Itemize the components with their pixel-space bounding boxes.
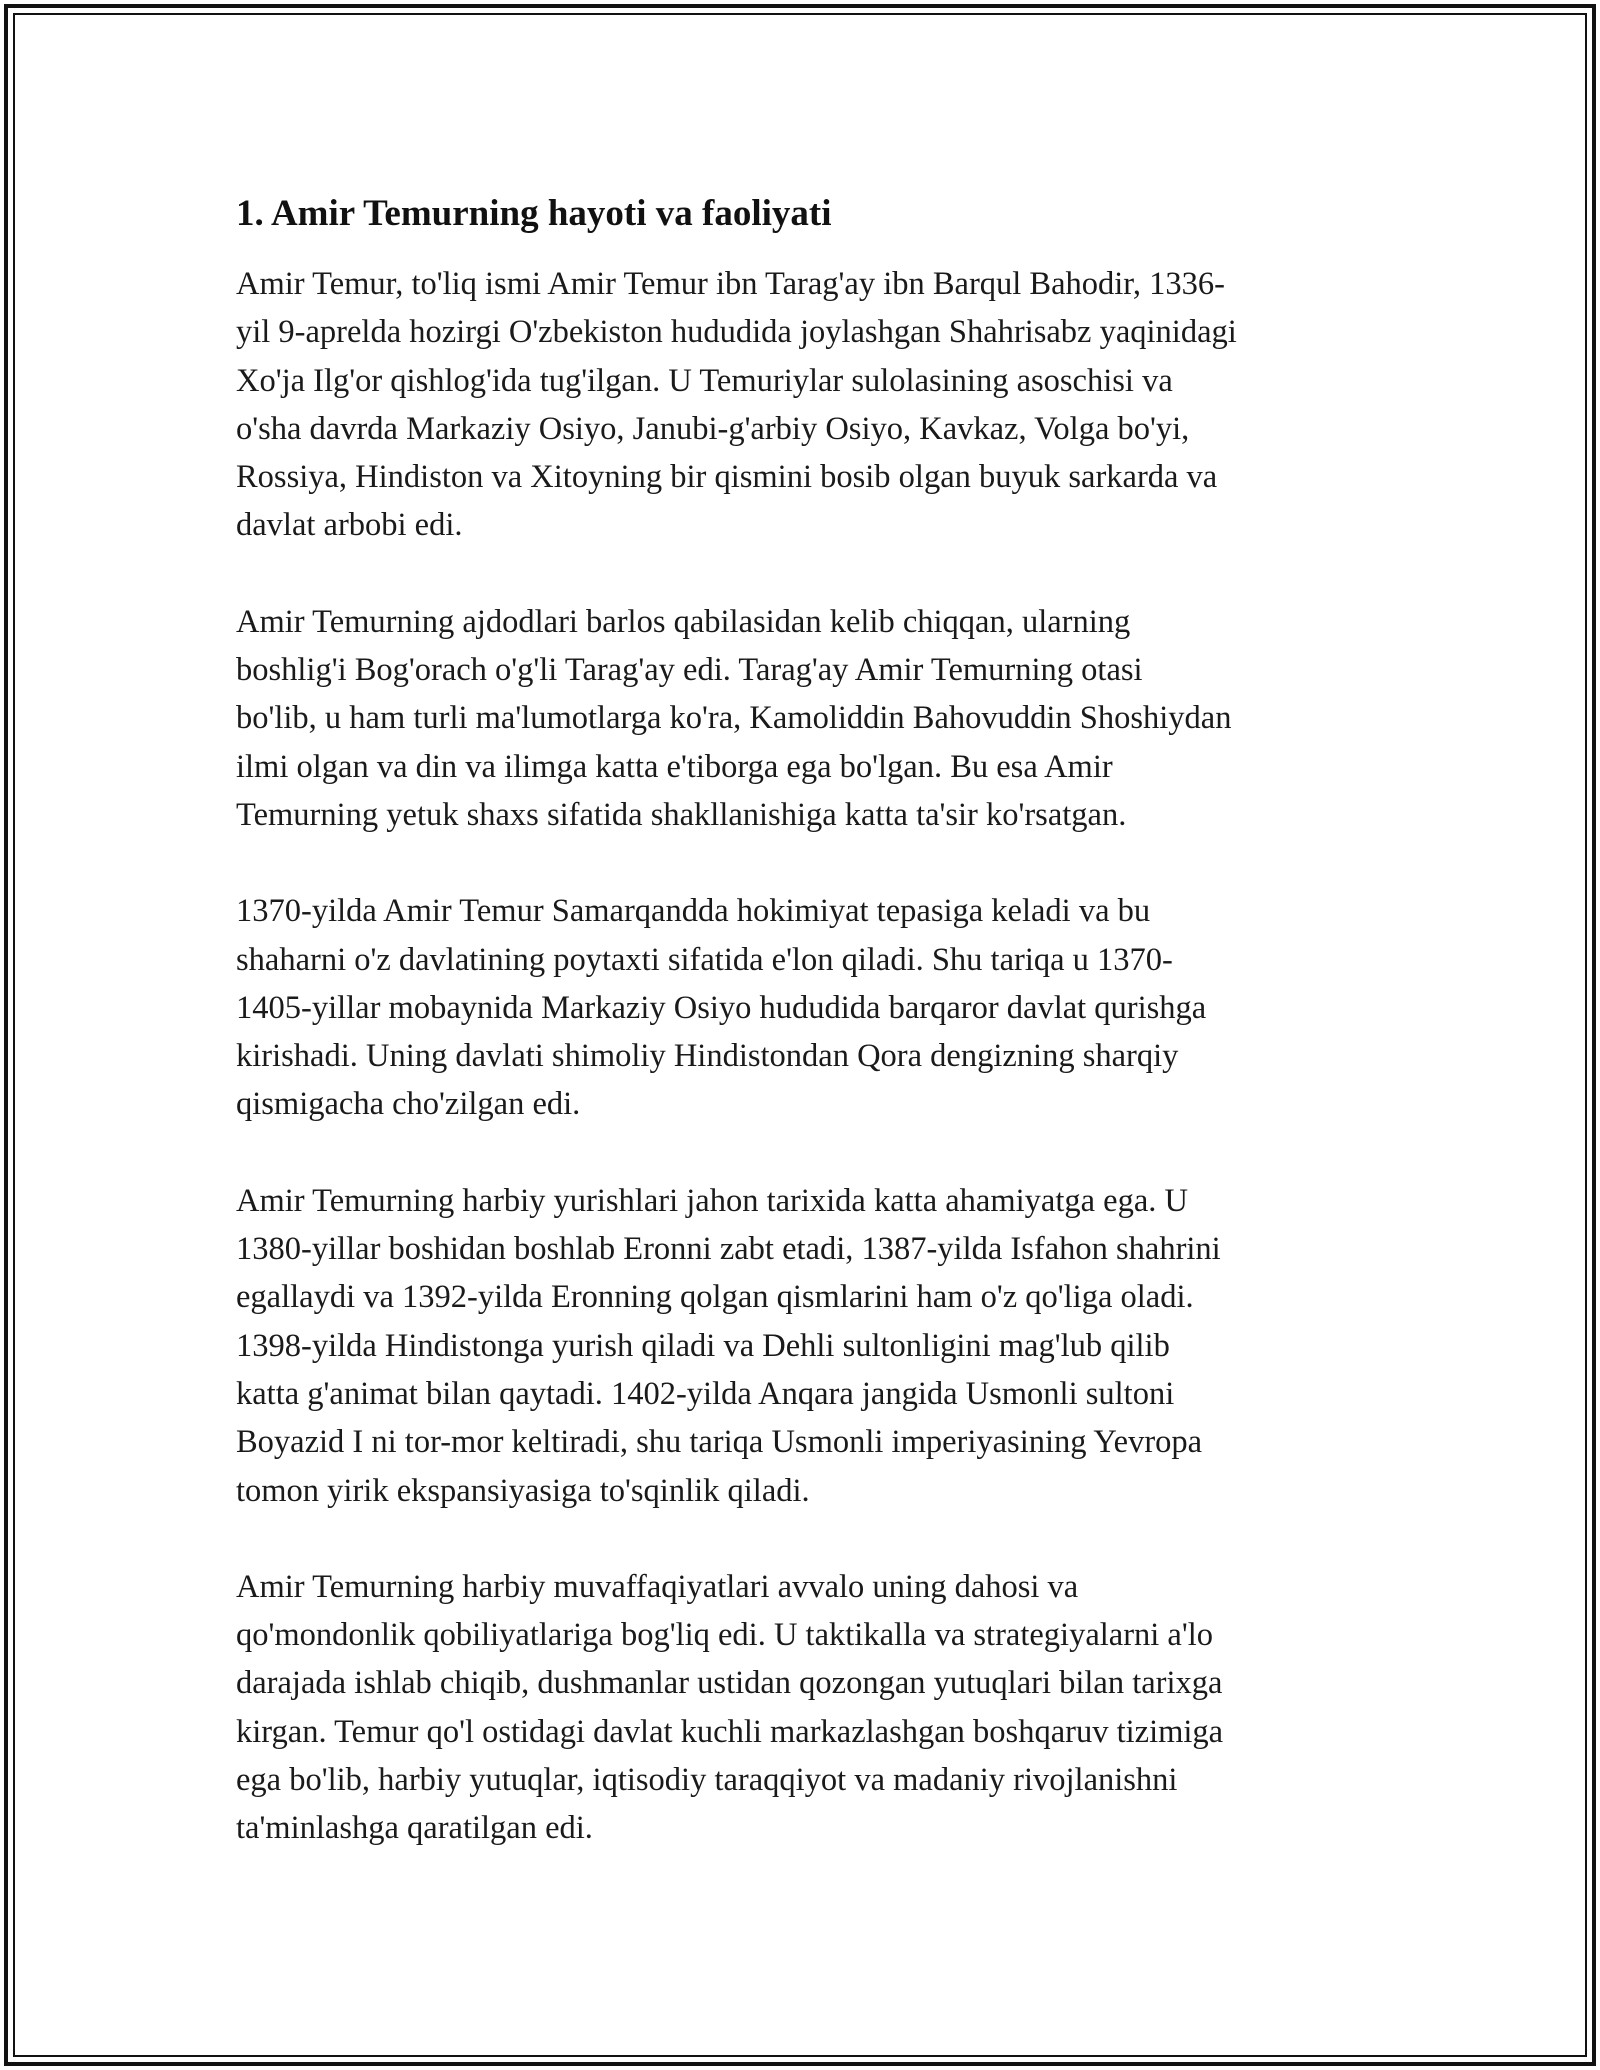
paragraph-line: 1398-yilda Hindistonga yurish qiladi va Dehli sultonligini mag'lub qilib xyxy=(236,1327,1170,1364)
paragraph-line: boshlig'i Bog'orach o'g'li Tarag'ay edi. Tarag'ay Amir Temurning otasi xyxy=(236,652,1143,689)
paragraph-line: Temurning yetuk shaxs sifatida shakllanishiga katta ta'sir ko'rsatgan. xyxy=(236,796,1127,833)
paragraph-3 xyxy=(236,887,1376,1128)
paragraph-line: Amir Temurning harbiy yurishlari jahon tarixida katta ahamiyatga ega. U xyxy=(236,1182,1188,1219)
paragraph-line: bo'lib, u ham turli ma'lumotlarga ko'ra, Kamoliddin Bahovuddin Shoshiydan xyxy=(236,700,1232,737)
paragraph-line: Amir Temur, to'liq ismi Amir Temur ibn Tarag'ay ibn Barqul Bahodir, 1336- xyxy=(236,266,1225,302)
paragraph-line: kirgan. Temur qo'l ostidagi davlat kuchli markazlashgan boshqaruv tizimiga xyxy=(236,1713,1224,1750)
paragraph-line: ilmi olgan va din va ilimga katta e'tiborga ega bo'lgan. Bu esa Amir xyxy=(236,748,1113,785)
paragraph-line: 1405-yillar mobaynida Markaziy Osiyo hududida barqaror davlat qurishga xyxy=(236,989,1207,1026)
paragraph-line: kirishadi. Uning davlati shimoliy Hindistondan Qora dengizning sharqiy xyxy=(236,1038,1179,1075)
paragraph-line: yil 9-aprelda hozirgi O'zbekiston hududida joylashgan Shahrisabz yaqinidagi xyxy=(236,314,1237,351)
document-body xyxy=(236,188,1376,1901)
paragraph-line: Amir Temurning harbiy muvaffaqiyatlari avvalo uning dahosi va xyxy=(236,1568,1079,1605)
paragraph-2 xyxy=(236,598,1376,839)
paragraph-line: 1370-yilda Amir Temur Samarqandda hokimiyat tepasiga keladi va bu xyxy=(236,893,1151,930)
paragraph-line: Xo'ja Ilg'or qishlog'ida tug'ilgan. U Temuriylar sulolasining asoschisi va xyxy=(236,362,1173,399)
paragraph-line: qismigacha cho'zilgan edi. xyxy=(236,1086,581,1123)
paragraph-line: darajada ishlab chiqib, dushmanlar ustidan qozongan yutuqlari bilan tarixga xyxy=(236,1665,1223,1702)
paragraph-1 xyxy=(236,260,1376,550)
paragraph-5 xyxy=(236,1563,1376,1853)
paragraph-line: katta g'animat bilan qaytadi. 1402-yilda Anqara jangida Usmonli sultoni xyxy=(236,1375,1175,1412)
paragraph-line: ega bo'lib, harbiy yutuqlar, iqtisodiy taraqqiyot va madaniy rivojlanishni xyxy=(236,1762,1178,1799)
paragraph-line: qo'mondonlik qobiliyatlariga bog'liq edi. U taktikalla va strategiyalarni a'lo xyxy=(236,1617,1213,1654)
paragraph-line: Rossiya, Hindiston va Xitoyning bir qismini bosib olgan buyuk sarkarda va xyxy=(236,459,1218,496)
paragraph-line: Boyazid I ni tor-mor keltiradi, shu tariqa Usmonli imperiyasining Yevropa xyxy=(236,1424,1203,1461)
paragraph-line: tomon yirik ekspansiyasiga to'sqinlik qiladi. xyxy=(236,1472,810,1509)
paragraph-line: shaharni o'z davlatining poytaxti sifatida e'lon qiladi. Shu tariqa u 1370- xyxy=(236,941,1173,978)
paragraph-line: Amir Temurning ajdodlari barlos qabilasidan kelib chiqqan, ularning xyxy=(236,603,1131,640)
paragraph-line: davlat arbobi edi. xyxy=(236,507,463,544)
paragraph-line: 1380-yillar boshidan boshlab Eronni zabt etadi, 1387-yilda Isfahon shahrini xyxy=(236,1231,1221,1268)
paragraph-line: ta'minlashga qaratilgan edi. xyxy=(236,1810,593,1847)
paragraph-line: egallaydi va 1392-yilda Eronning qolgan qismlarini ham o'z qo'liga oladi. xyxy=(236,1279,1194,1316)
paragraph-line: o'sha davrda Markaziy Osiyo, Janubi-g'arbiy Osiyo, Kavkaz, Volga bo'yi, xyxy=(236,410,1190,447)
document-title: 1. Amir Temurning hayoti va faoliyati xyxy=(236,193,832,234)
paragraph-4 xyxy=(236,1177,1376,1515)
